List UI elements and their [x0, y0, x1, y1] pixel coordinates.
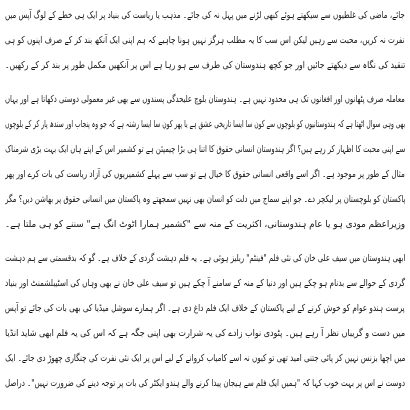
- text-line: [5, 159, 405, 184]
- text-line: [5, 343, 405, 368]
- text-line: [5, 184, 405, 209]
- text-line: [5, 50, 405, 75]
- text-line-content: نفرت نہ کریں، محبت سے رہیں لیکن اس سب کا یہ مطلب ہرگز نہیں ہونا چاہیے کہ ہم اپنی ایک آنکھ بند کر کے صرف اپنوں کو ہی: [5, 35, 405, 46]
- paragraph: [5, 84, 405, 234]
- text-line-content: دوست نے اس پر بہت خوب کہا کہ "ہمیں ایک فلم سے ہیجان پیدا کرنے والے ہندو ایکٹر کی بات پر توجہ دینے کی ضرورت نہیں"۔ دراصل: [5, 378, 405, 389]
- text-line: [5, 209, 405, 234]
- text-line-content: تنقید کی نگاہ سے دیکھتے جائیں اور جو کچھ ہندوستان کی طرف سے ہو رہا ہے اس پر آنکھیں مکمل طور پر بند کر کے رکھیں۔: [5, 60, 405, 71]
- text-line-content: ابھی ہندوستان میں سیف علی خان کی نئی فلم "فینٹم" ریلیز ہوئی ہے۔ یہ فلم دہشت گردی کے خلاف ہے۔ گو کہ بدقسمتی سے ہم دہشت: [5, 253, 405, 264]
- text-line: [5, 84, 405, 109]
- document-page: [5, 0, 405, 402]
- text-line: [5, 293, 405, 318]
- text-line: [5, 134, 405, 159]
- text-line-content: میں دست و گریباں نظر آ رہے ہیں۔ پٹودی نواب زادے کی یہ شرارت بھی اپنی جگہ ہے کہ اس کی یہ فلم ابھی شاید انڈیا: [5, 328, 405, 339]
- text-line-content: مثال کے طور پر موجود ہے۔ اگر اسے واقعی انسانی حقوق کا خیال ہے تو سب سے پہلے کشمیریوں کی آزاد ریاست کی بات کرے اور پھر: [5, 169, 405, 180]
- text-line: [5, 268, 405, 293]
- text-line: [5, 109, 405, 134]
- text-line: [5, 368, 405, 393]
- text-line-content: جائے، ماضی کی غلطیوں سے سیکھتے ہوئے کبھی لڑنے میں پہل نہ کی جائے۔ مذہب یا ریاست کی بنیاد پر ایک ہی خطے کے لوگ آپس میں: [5, 10, 405, 21]
- text-line: [5, 25, 405, 50]
- text-line-content: سے اپنی محبت کا اظہار کر رہے ہیں؟ اگر ہندوستان انسانی حقوق کا اتنا ہی بڑا چیمپئن ہے تو کشمیر اس کے اپنے ہاں ایک بہت بڑی شرمناک: [5, 144, 405, 155]
- text-line-content: گردی کے حوالے سے بدنام ہو چکے ہیں اور دنیا کے منہ کے سامنے آ چکے ہیں تو سیف علی خان نے بھی وہاں کی اسٹیبلشمنٹ اور بنیاد: [5, 278, 405, 289]
- paragraph: [5, 243, 405, 393]
- text-line-content: پاکستان کو بلوچستان پر لیکچر دے۔ جو اپنے سماج میں دلت کو انسان بھی نہیں سمجھتے وہ پاکستان میں انسانی حقوق پر بھاشن دیں؟ مگر: [5, 194, 405, 205]
- text-line-content: وزیراعظم مودی ہو یا عام ہندوستانی، اکثریت کے منہ سے "کشمیر ہمارا اٹوٹ انگ ہے" سننے کو ہی ملتا ہے۔: [5, 219, 405, 230]
- text-line-content: معاملہ صرف پٹھانوں اور افغانوں تک ہی محدود نہیں ہے۔ ہندوستان بلوچ علیحدگی پسندوں سے بھی غیر معمولی دوستی دکھاتا ہے اور یہاں: [5, 94, 405, 105]
- text-line: [5, 0, 405, 25]
- text-line: [5, 243, 405, 268]
- text-line: [5, 318, 405, 343]
- text-line-content: پرست ہندو عوام کو خوش کرنے کے لیے پاکستان کے خلاف ایک فلم داغ دی ہے۔ اگر ہمارے سوشل میڈیا کی بھی بات کی جائے تو آپس: [5, 303, 405, 314]
- text-line-content: میں اچھا بزنس نہیں کر پائی جتنی امید تھی تو کیوں نہ اسے کامیاب کروانے کے لیے اس پر ایک نئی نفرت کی چنگاری چھوڑ دی جائے۔ ایک: [5, 353, 405, 364]
- paragraph: [5, 0, 405, 75]
- text-line-content: بھی وہی سوال اٹھتا ہے کہ ہندوستانیوں کو بلوچوں سے کون سا ایسا تاریخی عشق ہے یا پھر کون سا ایسا رشتہ ہے کہ جو وہ پنجاب اور سندھ پار کر کے بلوچوں: [5, 119, 405, 130]
